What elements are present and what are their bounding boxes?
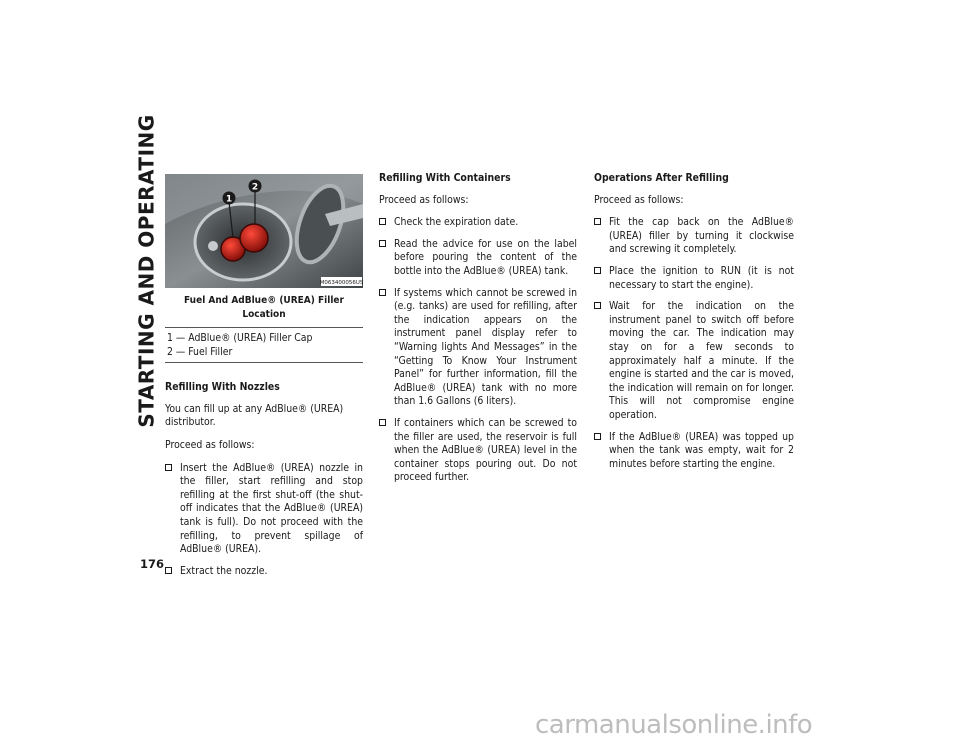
callout-2: 2 — [251, 182, 259, 193]
checkbox-bullet-icon — [594, 218, 601, 225]
figure-legend — [165, 327, 363, 363]
list-item: Read the advice for use on the label before pouring the content of the bottle into the AdBlue® (UREA) tank. — [379, 238, 577, 279]
list-item: If containers which can be screwed to the filler are used, the reservoir is full when the AdBlue® (UREA) level in the container stops pouring out. Do not proceed further. — [379, 417, 577, 485]
image-code: M063400056US — [319, 280, 363, 286]
figure-caption: Fuel And AdBlue® (UREA) Filler Location — [184, 295, 344, 320]
legend-item: 1 — AdBlue® (UREA) Filler Cap — [167, 332, 313, 345]
list-item: Check the expiration date. — [379, 216, 577, 230]
checkbox-bullet-icon — [594, 433, 601, 440]
nozzles-list — [165, 462, 363, 579]
callout-1: 1 — [225, 194, 233, 205]
nozzles-intro: You can fill up at any AdBlue® (UREA) distributor. — [165, 402, 344, 429]
watermark: carmanualsonline.info — [535, 710, 813, 740]
containers-heading: Refilling With Containers — [379, 172, 511, 184]
checkbox-bullet-icon — [379, 240, 386, 247]
list-item: Wait for the indication on the instrument panel to switch off before moving the car. The indication may stay on for a few seconds to approximately half a minute. If the engine is started and the car is moved, the indication will remain on for longer. This will not compromise engine operation. — [594, 300, 794, 422]
checkbox-bullet-icon — [165, 464, 172, 471]
page-number: 176 — [140, 557, 165, 571]
column-2 — [379, 172, 577, 493]
checkbox-bullet-icon — [379, 289, 386, 296]
containers-list — [379, 216, 577, 485]
after-refilling-proceed: Proceed as follows: — [594, 193, 684, 206]
list-item: If the AdBlue® (UREA) was topped up when the tank was empty, wait for 2 minutes before starting the engine. — [594, 431, 794, 472]
filler-location-figure — [165, 174, 363, 288]
checkbox-bullet-icon — [379, 218, 386, 225]
checkbox-bullet-icon — [594, 302, 601, 309]
containers-proceed: Proceed as follows: — [379, 193, 469, 206]
list-item: If systems which cannot be screwed in (e.g. tanks) are used for refilling, after the indication appears on the instrument panel display refer to “Warning lights And Messages” in the “Getting To Know Your Instrument Panel” for further information, fill the AdBlue® (UREA) tank with no more than 1.6 Gallons (6 liters). — [379, 287, 577, 409]
list-item: Extract the nozzle. — [165, 565, 363, 579]
checkbox-bullet-icon — [379, 419, 386, 426]
nozzles-proceed: Proceed as follows: — [165, 438, 255, 451]
nozzles-heading: Refilling With Nozzles — [165, 381, 280, 394]
list-item: Fit the cap back on the AdBlue® (UREA) filler by turning it clockwise and screwing it completely. — [594, 216, 794, 257]
filler-photo — [165, 174, 363, 288]
column-3 — [594, 172, 794, 479]
section-tab-label: STARTING AND OPERATING — [135, 114, 159, 428]
legend-item: 2 — Fuel Filler — [167, 346, 233, 359]
list-item: Insert the AdBlue® (UREA) nozzle in the filler, start refilling and stop refilling at the first shut-off (the shut-off indicates that the AdBlue® (UREA) tank is full). Do not proceed with the refilling, to prevent spillage of AdBlue® (UREA). — [165, 462, 363, 557]
section-tab — [133, 114, 161, 428]
checkbox-bullet-icon — [165, 567, 172, 574]
after-refilling-heading: Operations After Refilling — [594, 172, 729, 184]
after-refilling-list — [594, 216, 794, 471]
column-1 — [165, 174, 363, 586]
list-item: Place the ignition to RUN (it is not necessary to start the engine). — [594, 265, 794, 292]
checkbox-bullet-icon — [594, 267, 601, 274]
